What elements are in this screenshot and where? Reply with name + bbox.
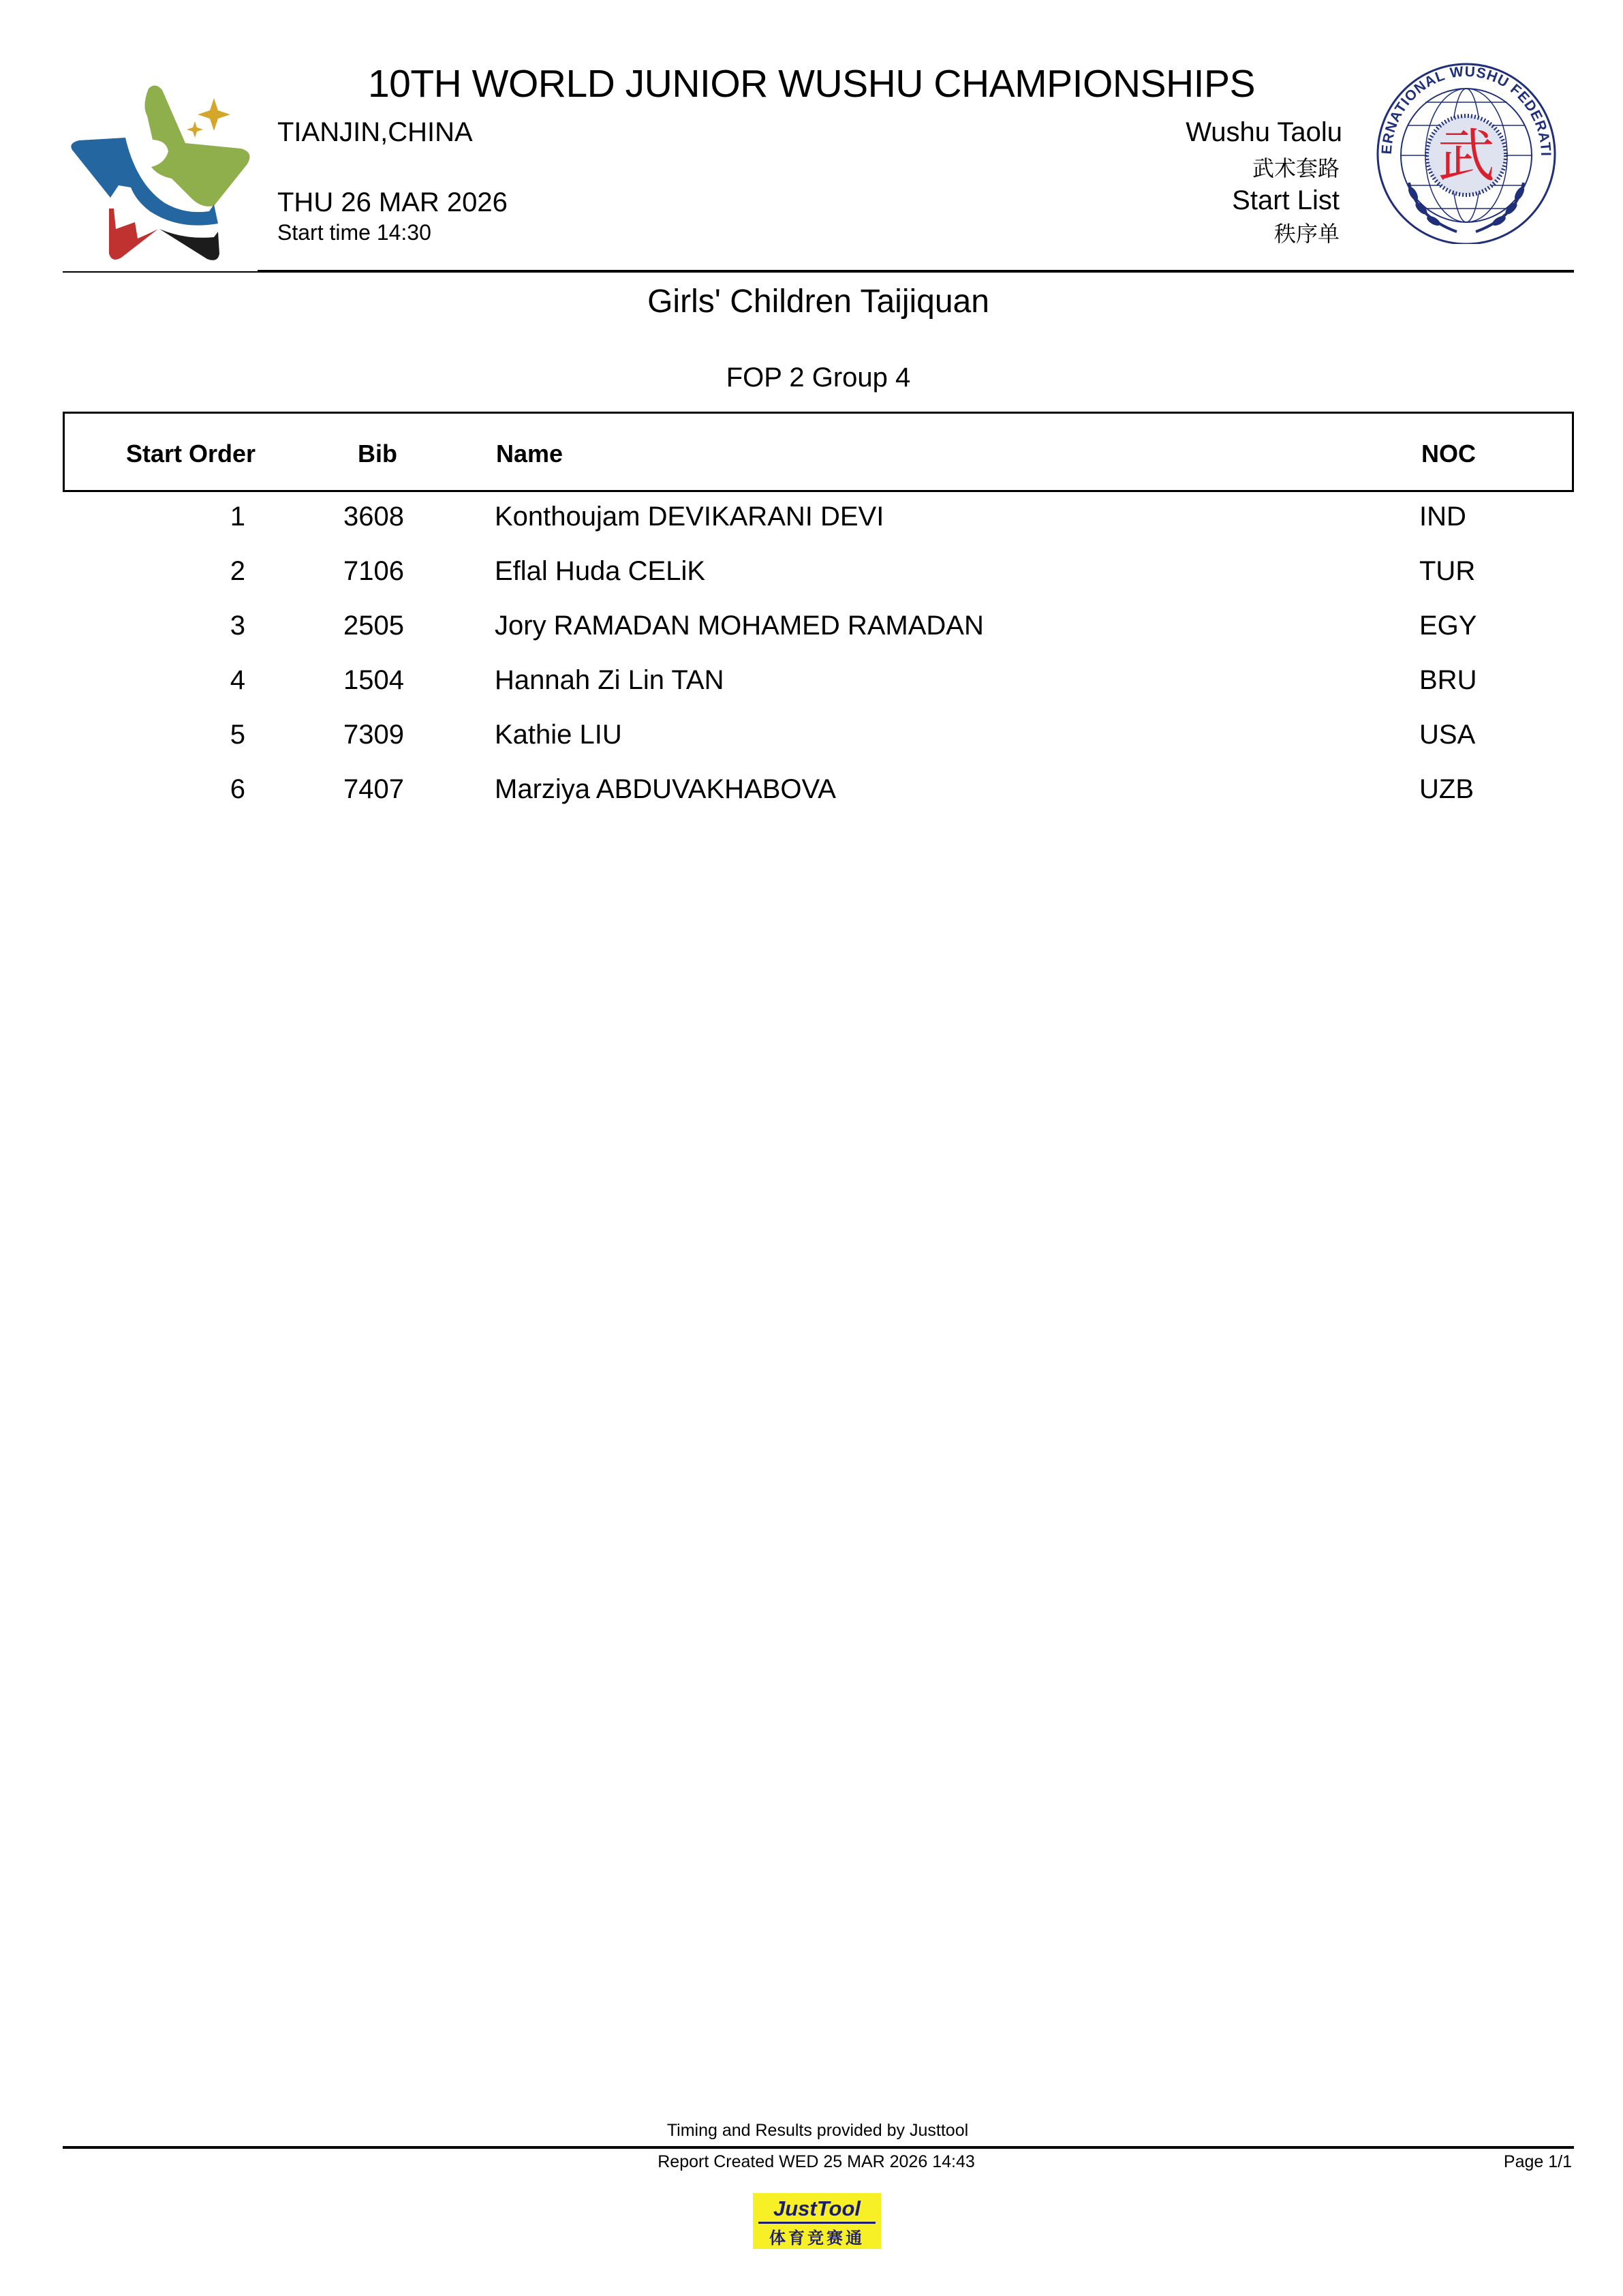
table-row [0, 720, 1623, 774]
bib: 2505 [343, 611, 404, 641]
start-order: 5 [230, 720, 245, 750]
venue: TIANJIN,CHINA [277, 117, 473, 147]
athlete-name: Hannah Zi Lin TAN [495, 665, 724, 695]
competition-date: THU 26 MAR 2026 [277, 187, 508, 217]
results-provider: Timing and Results provided by Justtool [666, 2121, 969, 2140]
column-header-noc: NOC [1421, 440, 1476, 468]
start-order: 1 [230, 502, 245, 532]
svg-text:JustTool: JustTool [773, 2196, 861, 2220]
start-order: 4 [230, 665, 245, 695]
discipline-english: Wushu Taolu [1186, 117, 1342, 147]
table-header [63, 412, 1574, 492]
svg-text:武: 武 [1437, 123, 1496, 189]
iwuf-logo [1375, 60, 1558, 244]
athlete-name: Jory RAMADAN MOHAMED RAMADAN [495, 611, 984, 641]
bib: 7106 [343, 556, 404, 586]
group-label: FOP 2 Group 4 [726, 363, 911, 393]
table-row [0, 665, 1623, 720]
bib: 7309 [343, 720, 404, 750]
svg-text:INTERNATIONAL WUSHU FEDERATION: ERNATIONAL WUSHU FEDERATI [1378, 63, 1554, 157]
document-type-chinese: 秩序单 [1273, 221, 1340, 246]
header-divider-thin [63, 271, 260, 273]
event-name: Girls' Children Taijiquan [647, 284, 989, 320]
athlete-name: Marziya ABDUVAKHABOVA [495, 774, 836, 804]
table-row [0, 774, 1623, 829]
noc: BRU [1419, 665, 1477, 695]
report-created: Report Created WED 25 MAR 2026 14:43 [658, 2152, 975, 2171]
column-header-bib: Bib [358, 440, 397, 468]
bib: 7407 [343, 774, 404, 804]
event-title: 10TH WORLD JUNIOR WUSHU CHAMPIONSHIPS [367, 62, 1256, 106]
start-order: 6 [230, 774, 245, 804]
start-order: 3 [230, 611, 245, 641]
start-order: 2 [230, 556, 245, 586]
iwuf-emblem-icon [1375, 60, 1558, 244]
table-row [0, 611, 1623, 665]
noc: USA [1419, 720, 1476, 750]
start-time: Start time 14:30 [277, 220, 431, 245]
justtool-logo-icon [753, 2193, 881, 2249]
athlete-name: Konthoujam DEVIKARANI DEVI [495, 502, 884, 532]
bib: 1504 [343, 665, 404, 695]
noc: UZB [1419, 774, 1474, 804]
noc: IND [1419, 502, 1466, 532]
table-row [0, 502, 1623, 556]
svg-text:体育竞赛通: 体育竞赛通 [769, 2229, 865, 2248]
footer-divider [63, 2146, 1574, 2149]
justtool-logo [753, 2193, 881, 2249]
page-number: Page 1/1 [1503, 2152, 1572, 2171]
column-header-start-order: Start Order [125, 440, 256, 468]
column-header-name: Name [496, 440, 563, 468]
noc: TUR [1419, 556, 1476, 586]
discipline-chinese: 武术套路 [1252, 156, 1340, 181]
header-divider [258, 270, 1574, 273]
noc: EGY [1419, 611, 1477, 641]
table-row [0, 556, 1623, 611]
athlete-name: Kathie LIU [495, 720, 622, 750]
document-type-english: Start List [1232, 185, 1340, 215]
athlete-name: Eflal Huda CELiK [495, 556, 706, 586]
bib: 3608 [343, 502, 404, 532]
